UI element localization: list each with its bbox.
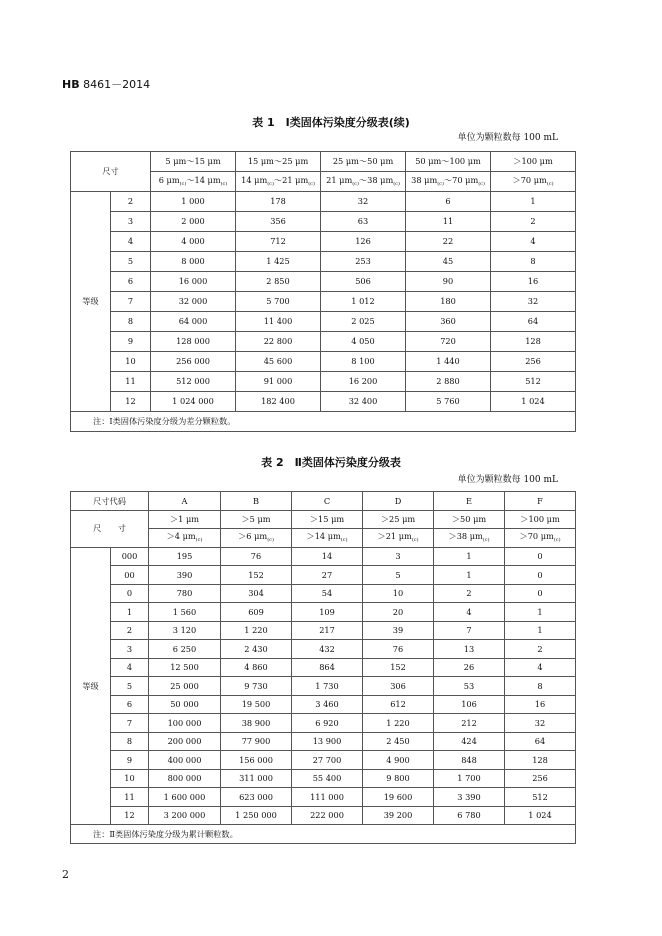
particle-count: 217 [292,621,363,640]
particle-count: 64 [491,312,576,332]
particle-count: 5 760 [406,392,491,412]
grade-code: 7 [111,714,149,733]
grade-number: 12 [111,392,151,412]
size-range-c [236,172,321,192]
particle-count: 1 220 [221,621,292,640]
particle-count: 182 400 [236,392,321,412]
particle-count: 306 [363,677,434,696]
particle-count: 106 [434,695,505,714]
particle-count: 1 [505,621,576,640]
table2-header-row [71,510,576,529]
particle-count: 1 [491,192,576,212]
particle-count: 400 000 [149,751,221,770]
subscript: (c) [352,181,359,187]
table1-title: 表 1 Ⅰ类固体污染度分级表(续) [252,116,410,129]
size-code: D [363,492,434,511]
table-row [71,272,576,292]
particle-count: 156 000 [221,751,292,770]
subscript: (c) [393,181,400,187]
grade-number: 11 [111,372,151,392]
size-threshold-c [363,529,434,548]
grade-code: 2 [111,621,149,640]
particle-count: 111 000 [292,788,363,807]
particle-count: 152 [221,566,292,585]
particle-count: 2 430 [221,640,292,659]
particle-count: 10 [363,584,434,603]
particle-count: 50 000 [149,695,221,714]
size-threshold-c [221,529,292,548]
particle-count: 1 600 000 [149,788,221,807]
particle-count: 0 [505,547,576,566]
particle-count: 424 [434,732,505,751]
particle-count: 256 000 [151,352,236,372]
size-threshold: ＞100 μm [505,510,576,529]
table1 [70,151,576,432]
particle-count: 512 [505,788,576,807]
grade-code: 000 [111,547,149,566]
size-threshold: ＞50 μm [434,510,505,529]
table1-unit: 单位为颗粒数每 100 mL [457,133,558,143]
code-label: 尺寸代码 [71,492,149,511]
table1-note-row [71,412,576,432]
document-header [62,76,150,92]
size-threshold-c [149,529,221,548]
particle-count: 13 900 [292,732,363,751]
particle-count: 6 780 [434,806,505,825]
grade-code: 1 [111,603,149,622]
standard-number: 8461－2014 [83,78,151,91]
size-threshold: ＞1 μm [149,510,221,529]
particle-count: 200 000 [149,732,221,751]
particle-count: 76 [363,640,434,659]
particle-count: 195 [149,547,221,566]
particle-count: 506 [321,272,406,292]
particle-count: 13 [434,640,505,659]
table2-unit: 单位为颗粒数每 100 mL [457,475,558,485]
grade-number: 8 [111,312,151,332]
table-row [71,695,576,714]
particle-count: 178 [236,192,321,212]
table-row [71,658,576,677]
particle-count: 1 024 000 [151,392,236,412]
particle-count: 11 [406,212,491,232]
particle-count: 19 600 [363,788,434,807]
particle-count: 128 [491,332,576,352]
particle-count: 2 025 [321,312,406,332]
particle-count: 90 [406,272,491,292]
particle-count: 6 920 [292,714,363,733]
particle-count: 1 024 [505,806,576,825]
size-threshold: ＞25 μm [363,510,434,529]
particle-count: 128 000 [151,332,236,352]
table-row [71,392,576,412]
size-range-end: ～14 μm [186,175,221,185]
table-row [71,547,576,566]
size-threshold-c [505,529,576,548]
particle-count: 12 500 [149,658,221,677]
size-code: A [149,492,221,511]
particle-count: 63 [321,212,406,232]
particle-count: 64 [505,732,576,751]
particle-count: 2 [491,212,576,232]
particle-count: 253 [321,252,406,272]
grade-label: 等级 [71,192,111,412]
particle-count: 612 [363,695,434,714]
size-threshold-value: ＞70 μm [519,531,554,542]
size-range: 15 μm～25 μm [236,152,321,172]
grade-number: 6 [111,272,151,292]
table-row [71,806,576,825]
grade-label: 等级 [71,547,111,825]
grade-number: 2 [111,192,151,212]
particle-count: 609 [221,603,292,622]
particle-count: 5 700 [236,292,321,312]
particle-count: 4 050 [321,332,406,352]
particle-count: 126 [321,232,406,252]
table1-header-row [71,152,576,172]
particle-count: 32 000 [151,292,236,312]
size-code: C [292,492,363,511]
size-code: B [221,492,292,511]
grade-number: 10 [111,352,151,372]
particle-count: 32 [321,192,406,212]
particle-count: 180 [406,292,491,312]
particle-count: 32 [491,292,576,312]
particle-count: 390 [149,566,221,585]
particle-count: 6 250 [149,640,221,659]
particle-count: 623 000 [221,788,292,807]
particle-count: 100 000 [149,714,221,733]
particle-count: 222 000 [292,806,363,825]
particle-count: 2 880 [406,372,491,392]
particle-count: 9 800 [363,769,434,788]
size-range-start: 6 μm [158,175,180,185]
grade-code: 8 [111,732,149,751]
particle-count: 1 250 000 [221,806,292,825]
subscript: (c) [478,181,485,187]
particle-count: 4 860 [221,658,292,677]
size-code: F [505,492,576,511]
particle-count: 32 400 [321,392,406,412]
particle-count: 38 900 [221,714,292,733]
particle-count: 360 [406,312,491,332]
particle-count: 512 [491,372,576,392]
particle-count: 39 [363,621,434,640]
particle-count: 55 400 [292,769,363,788]
particle-count: 22 [406,232,491,252]
particle-count: 212 [434,714,505,733]
table1-note: 注：Ⅰ类固体污染度分级为差分颗粒数。 [71,412,576,432]
subscript: (c) [546,181,554,187]
grade-code: 4 [111,658,149,677]
particle-count: 1 000 [151,192,236,212]
particle-count: 256 [505,769,576,788]
particle-count: 848 [434,751,505,770]
size-threshold-value: ＞6 μm [238,531,268,542]
particle-count: 109 [292,603,363,622]
size-range-start: ＞70 μm [512,175,547,185]
particle-count: 25 000 [149,677,221,696]
size-range: 5 μm～15 μm [151,152,236,172]
particle-count: 8 [491,252,576,272]
standard-code: HB [62,78,80,91]
particle-count: 864 [292,658,363,677]
particle-count: 256 [491,352,576,372]
particle-count: 1 [434,547,505,566]
particle-count: 3 460 [292,695,363,714]
table-row [71,192,576,212]
particle-count: 311 000 [221,769,292,788]
particle-count: 1 220 [363,714,434,733]
particle-count: 1 425 [236,252,321,272]
particle-count: 304 [221,584,292,603]
size-range-c [321,172,406,192]
particle-count: 432 [292,640,363,659]
particle-count: 7 [434,621,505,640]
particle-count: 1 440 [406,352,491,372]
particle-count: 27 700 [292,751,363,770]
table2 [70,491,576,844]
grade-code: 5 [111,677,149,696]
size-range: ＞100 μm [491,152,576,172]
grade-code: 6 [111,695,149,714]
particle-count: 11 400 [236,312,321,332]
particle-count: 712 [236,232,321,252]
particle-count: 512 000 [151,372,236,392]
table-row [71,332,576,352]
table-row [71,352,576,372]
table-row [71,566,576,585]
size-range-c [151,172,236,192]
subscript: (c) [308,181,315,187]
particle-count: 77 900 [221,732,292,751]
size-threshold: ＞15 μm [292,510,363,529]
grade-number: 5 [111,252,151,272]
size-threshold-value: ＞14 μm [306,531,341,542]
particle-count: 32 [505,714,576,733]
table2-title: 表 2 Ⅱ类固体污染度分级表 [261,456,401,469]
grade-code: 10 [111,769,149,788]
table-row [71,292,576,312]
particle-count: 1 700 [434,769,505,788]
page-number: 2 [62,868,69,881]
table-row [71,252,576,272]
particle-count: 128 [505,751,576,770]
size-range-start: 21 μm [326,175,353,185]
particle-count: 3 390 [434,788,505,807]
particle-count: 152 [363,658,434,677]
size-range-c [491,172,576,192]
table-row [71,751,576,770]
particle-count: 1 012 [321,292,406,312]
particle-count: 356 [236,212,321,232]
table-row [71,372,576,392]
table-row [71,714,576,733]
particle-count: 720 [406,332,491,352]
size-threshold-c [434,529,505,548]
particle-count: 800 000 [149,769,221,788]
particle-count: 22 800 [236,332,321,352]
table-row [71,621,576,640]
subscript: (c) [267,181,274,187]
particle-count: 6 [406,192,491,212]
subscript: (c) [437,181,444,187]
particle-count: 1 730 [292,677,363,696]
subscript: (c) [267,537,274,544]
subscript: (c) [220,181,228,187]
table-row [71,212,576,232]
size-threshold-value: ＞4 μm [166,531,196,542]
particle-count: 2 000 [151,212,236,232]
table-row [71,788,576,807]
particle-count: 16 200 [321,372,406,392]
particle-count: 53 [434,677,505,696]
particle-count: 45 [406,252,491,272]
particle-count: 2 850 [236,272,321,292]
grade-code: 3 [111,640,149,659]
table-row [71,640,576,659]
size-range-c [406,172,491,192]
grade-number: 7 [111,292,151,312]
table-row [71,677,576,696]
particle-count: 2 [505,640,576,659]
size-range-start: 14 μm [241,175,268,185]
particle-count: 26 [434,658,505,677]
particle-count: 3 120 [149,621,221,640]
subscript: (c) [179,181,187,187]
size-range-start: 38 μm [411,175,438,185]
particle-count: 1 [434,566,505,585]
particle-count: 8 100 [321,352,406,372]
grade-number: 3 [111,212,151,232]
size-threshold-value: ＞21 μm [377,531,412,542]
grade-code: 00 [111,566,149,585]
particle-count: 0 [505,584,576,603]
table-row [71,232,576,252]
particle-count: 1 [505,603,576,622]
size-range-end: ～38 μm [358,175,394,185]
particle-count: 5 [363,566,434,585]
particle-count: 14 [292,547,363,566]
grade-code: 12 [111,806,149,825]
particle-count: 4 [505,658,576,677]
subscript: (c) [553,537,561,544]
particle-count: 780 [149,584,221,603]
particle-count: 91 000 [236,372,321,392]
table2-note-row [71,825,576,844]
particle-count: 8 000 [151,252,236,272]
grade-code: 0 [111,584,149,603]
subscript: (c) [195,537,203,544]
particle-count: 16 000 [151,272,236,292]
table2-code-row [71,492,576,511]
subscript: (c) [340,537,348,544]
size-threshold-value: ＞38 μm [448,531,483,542]
particle-count: 4 [434,603,505,622]
particle-count: 27 [292,566,363,585]
particle-count: 76 [221,547,292,566]
particle-count: 8 [505,677,576,696]
particle-count: 64 000 [151,312,236,332]
particle-count: 2 450 [363,732,434,751]
particle-count: 3 200 000 [149,806,221,825]
size-threshold-c [292,529,363,548]
grade-code: 11 [111,788,149,807]
grade-number: 9 [111,332,151,352]
particle-count: 20 [363,603,434,622]
table-row [71,584,576,603]
subscript: (c) [411,537,419,544]
particle-count: 16 [505,695,576,714]
particle-count: 0 [505,566,576,585]
size-label: 尺寸 [71,152,151,192]
particle-count: 39 200 [363,806,434,825]
grade-code: 9 [111,751,149,770]
size-threshold: ＞5 μm [221,510,292,529]
table-row [71,312,576,332]
particle-count: 1 024 [491,392,576,412]
particle-count: 19 500 [221,695,292,714]
particle-count: 4 000 [151,232,236,252]
size-code: E [434,492,505,511]
table-row [71,769,576,788]
grade-number: 4 [111,232,151,252]
particle-count: 16 [491,272,576,292]
size-range: 25 μm～50 μm [321,152,406,172]
table-row [71,603,576,622]
particle-count: 9 730 [221,677,292,696]
particle-count: 54 [292,584,363,603]
particle-count: 1 560 [149,603,221,622]
particle-count: 45 600 [236,352,321,372]
size-label: 尺 寸 [71,510,149,547]
particle-count: 3 [363,547,434,566]
particle-count: 4 [491,232,576,252]
table2-note: 注：Ⅱ类固体污染度分级为累计颗粒数。 [71,825,576,844]
particle-count: 4 900 [363,751,434,770]
size-range: 50 μm～100 μm [406,152,491,172]
table-row [71,732,576,751]
size-range-end: ～70 μm [443,175,479,185]
subscript: (c) [482,537,490,544]
size-range-end: ～21 μm [273,175,309,185]
particle-count: 2 [434,584,505,603]
